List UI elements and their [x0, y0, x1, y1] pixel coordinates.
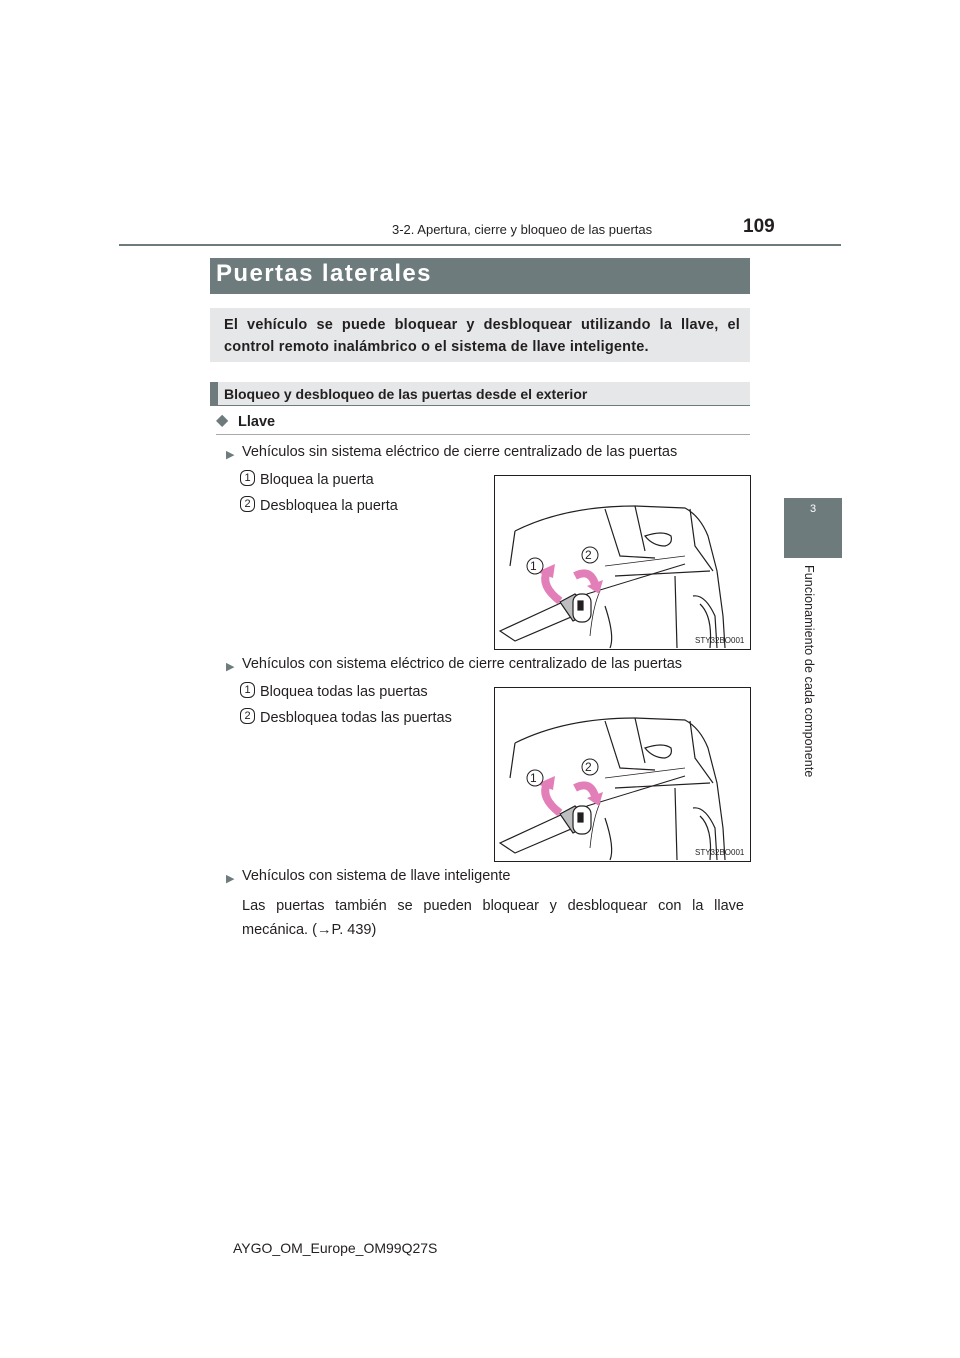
item-heading: Vehículos con sistema eléctrico de cierre centralizado de las puertas	[242, 656, 683, 672]
chapter-title: Funcionamiento de cada componente	[802, 565, 816, 778]
subsection-accent	[210, 382, 218, 406]
step-number-icon: 2	[240, 708, 255, 724]
step-text: Desbloquea la puerta	[260, 498, 398, 514]
key-heading-divider	[216, 434, 750, 435]
triangle-bullet-icon: ▶	[226, 661, 235, 673]
page-number: 109	[743, 216, 775, 237]
chapter-number: 3	[809, 503, 817, 515]
section-title: 3-2. Apertura, cierre y bloqueo de las puertas	[392, 222, 653, 237]
item-heading: Vehículos sin sistema eléctrico de cierre centralizado de las puertas	[242, 444, 678, 460]
figure-label-1: 1	[530, 771, 537, 785]
step-text: Desbloquea todas las puertas	[260, 710, 452, 726]
figure-label-1: 1	[530, 559, 537, 573]
page-title: Puertas laterales	[216, 260, 432, 287]
step-text: Bloquea la puerta	[260, 472, 374, 488]
item-heading: Vehículos con sistema de llave inteligente	[242, 868, 511, 884]
step-number-icon: 1	[240, 470, 255, 486]
triangle-bullet-icon: ▶	[226, 449, 235, 461]
step-number-icon: 1	[240, 682, 255, 698]
figure-label-2: 2	[585, 548, 592, 562]
figure-label-2: 2	[585, 760, 592, 774]
triangle-bullet-icon: ▶	[226, 873, 235, 885]
document-code: AYGO_OM_Europe_OM99Q27S	[233, 1240, 438, 1256]
intro-text: El vehículo se puede bloquear y desbloquear utilizando la llave, el control remoto inalámbrico o el sistema de llave inteligente.	[224, 317, 740, 355]
step-number-icon: 2	[240, 496, 255, 512]
step-text: Bloquea todas las puertas	[260, 684, 428, 700]
key-heading: Llave	[238, 414, 276, 430]
door-key-illustration	[494, 687, 751, 862]
figure-code: STY32BO001	[695, 636, 745, 645]
diamond-icon: ◆	[216, 412, 229, 429]
item-paragraph: Las puertas también se pueden bloquear y desbloquear con la llave mecánica. (→P. 439)	[242, 898, 744, 938]
header-divider	[119, 244, 841, 246]
figure-code: STY32BO001	[695, 848, 745, 857]
subsection-title: Bloqueo y desbloqueo de las puertas desde el exterior	[224, 386, 588, 402]
door-key-illustration	[494, 475, 751, 650]
